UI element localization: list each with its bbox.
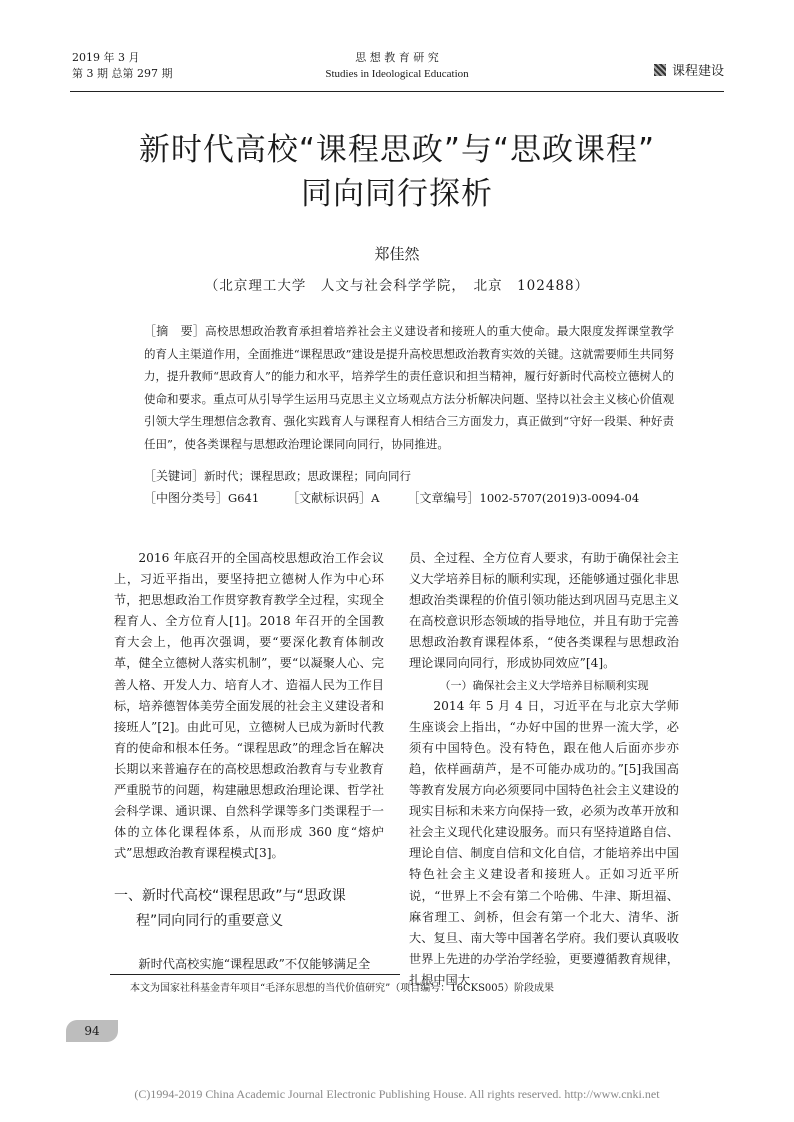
title-line-2: 同向同行探析 <box>301 176 493 212</box>
clc-value: G641 <box>228 491 260 505</box>
paragraph: 员、全过程、全方位育人要求，有助于确保社会主义大学培养目标的顺利实现，还能够通过强化非思想政治类课程的价值引领功能达到巩固马克思主义在高校意识形态领域的指导地位，并且有助于完善思想政治教育课程体系，“使各类课程与思想政治理论课同向同行，形成协同效应”[4]。 <box>409 551 679 671</box>
funding-note: 本文为国家社科基金青年项目“毛泽东思想的当代价值研究”（项目编号：16CKS005）阶段成果 <box>130 983 555 994</box>
journal-name-cn: 思 想 教 育 研 究 <box>355 51 439 64</box>
clc-label: ［中图分类号］ <box>144 491 229 505</box>
classification-line <box>144 489 639 506</box>
abstract-text: 高校思想政治教育承担着培养社会主义建设者和接班人的重大使命。最大限度发挥课堂教学的育人主渠道作用，全面推进“课程思政”建设是提升高校思想政治教育实效的关键。这就需要师生共同努力，提升教师“思政育人”的能力和水平，培养学生的责任意识和担当精神，履行好新时代高校立德树人的使命和要求。重点可从引导学生运用马克思主义立场观点方法分析解决问题、坚持以社会主义核心价值观引领大学生理想信念教育、强化实践育人与课程育人相结合三方面发力，真正做到“守好一段渠、种好责任田”，使各类课程与思想政治理论课同向同行，协同推进。 <box>144 324 674 451</box>
header-rule <box>70 91 724 92</box>
issue-number: 第 3 期 总第 297 期 <box>72 67 173 80</box>
page-number: 94 <box>66 1020 118 1042</box>
doc-code-value: A <box>371 491 380 505</box>
right-column <box>409 548 679 991</box>
left-column <box>114 548 384 976</box>
keywords-text: 新时代；课程思政；思政课程；同向同行 <box>204 469 412 483</box>
hatched-square-icon <box>654 64 666 76</box>
section-heading <box>114 884 384 934</box>
author-name: 郑佳然 <box>374 245 420 263</box>
article-number-value: 1002-5707(2019)3-0094-04 <box>479 491 640 505</box>
article-number-label: ［文章编号］ <box>407 491 480 505</box>
section-heading-line-2: 程”同向同行的重要意义 <box>136 913 284 930</box>
paragraph: 新时代高校实施“课程思政”不仅能够满足全 <box>138 957 371 972</box>
author-affiliation: （北京理工大学 人文与社会科学学院， 北京 102488） <box>204 278 590 294</box>
column-tag <box>654 60 724 79</box>
section-heading-line-1: 一、新时代高校“课程思政”与“思政课 <box>114 888 346 905</box>
journal-name-en: Studies in Ideological Education <box>325 68 469 80</box>
abstract-label: ［摘 要］ <box>144 324 206 338</box>
subsection-heading: （一）确保社会主义大学培养目标顺利实现 <box>439 678 649 692</box>
column-label: 课程建设 <box>671 64 724 79</box>
paragraph: 2016 年底召开的全国高校思想政治工作会议上，习近平指出，要坚持把立德树人作为中心环节，把思想政治工作贯穿教育教学全过程，实现全程育人、全方位育人[1]。2018 年召开的全国教育大会上，他再次强调，要“要深化教育体制改革，健全立德树人落实机制”，要“以凝聚人心、完善人格、开发人力、培育人才、造福人民为工作目标，培养德智体美劳全面发展的社会主义建设者和接班人”[2]。由此可见，立德树人已成为新时代教育的使命和根本任务。“课程思政”的理念旨在解决长期以来普遍存在的高校思想政治教育与专业教育严重脱节的问题，构建融思想政治理论课、哲学社会科学课、通识课、自然科学课等多门类课程于一体的立体化课程体系，从而形成 360 度“熔炉式”思想政治教育课程模式[3]。 <box>114 551 384 861</box>
doc-code-label: ［文献标识码］ <box>287 491 372 505</box>
abstract <box>144 320 674 456</box>
article-title <box>0 128 794 216</box>
footnote-rule <box>110 974 400 975</box>
issue-date: 2019 年 3 月 <box>72 51 140 64</box>
keywords <box>144 467 411 484</box>
title-line-1: 新时代高校“课程思政”与“思政课程” <box>138 132 656 168</box>
copyright-watermark: (C)1994-2019 China Academic Journal Electronic Publishing House. All rights reserved. http://www.cnki.net <box>134 1087 660 1101</box>
paragraph: 2014 年 5 月 4 日，习近平在与北京大学师生座谈会上指出，“办好中国的世界一流大学，必须有中国特色。没有特色，跟在他人后面亦步亦趋，依样画葫芦，是不可能办成功的。”[5]我国高等教育发展方向必须要同中国特色社会主义建设的现实目标和未来方向保持一致，必须为改革开放和社会主义现代化建设服务。而只有坚持道路自信、理论自信、制度自信和文化自信，才能培养出中国特色社会主义建设者和接班人。正如习近平所说，“世界上不会有第二个哈佛、牛津、斯坦福、麻省理工、剑桥，但会有第一个北大、清华、浙大、复旦、南大等中国著名学府。我们要认真吸收世界上先进的办学治学经验，更要遵循教育规律，扎根中国大 <box>409 698 679 987</box>
keywords-label: ［关键词］ <box>144 469 205 483</box>
